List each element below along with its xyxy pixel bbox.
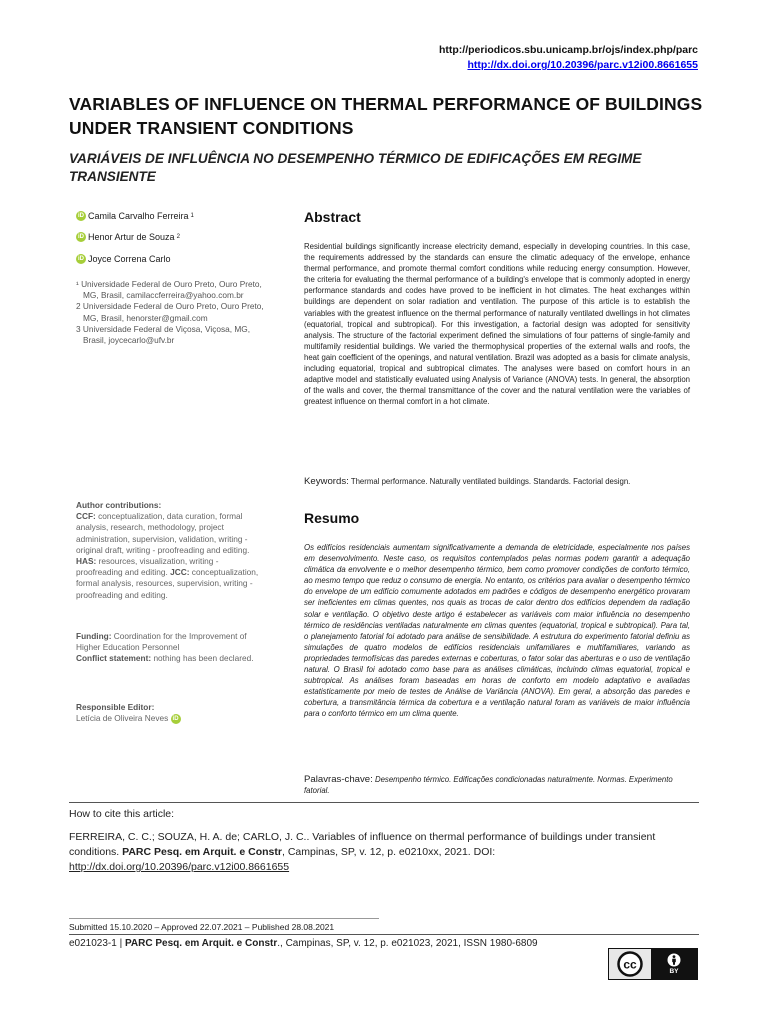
page-number: e021023-1 |	[69, 938, 125, 949]
orcid-icon[interactable]: iD	[78, 213, 84, 219]
ccf-text: conceptualization, data curation, formal analysis, research, methodology, project administration, supervision, validation, writing - original draft, writing - proofreading and editing.	[76, 511, 250, 555]
article-title: VARIABLES OF INFLUENCE ON THERMAL PERFORMANCE OF BUILDINGS UNDER TRANSIENT CONDITIONS	[69, 94, 703, 138]
citation	[69, 830, 699, 875]
by-attribution-section	[651, 949, 697, 979]
affiliation-3: 3 Universidade Federal de Viçosa, Viçosa, MG, Brasil, joycecarlo@ufv.br	[76, 323, 251, 346]
author-name: Henor Artur de Souza	[88, 232, 175, 242]
doi-link[interactable]: http://dx.doi.org/10.20396/parc.v12i00.8661655	[467, 59, 698, 71]
author-name: Joyce Correna Carlo	[88, 254, 171, 264]
responsible-editor	[76, 702, 266, 724]
resumo-text: Os edifícios residenciais aumentam significativamente a demanda de eletricidade, especialmente nos países em desenvolvimento. Neste caso, os requisitos contemplados pelas normas podem garantir a adequação climática da envolvente e o melhor desempenho térmico, bem como promover condições de conforto térmico, ao mesmo tempo que reduz o consumo de energia. No entanto, os critérios para avaliar o desempenho térmico do envelope de um edifício comumente adotados em padrões e códigos de desempenho energético provaram ser ineficientes em climas quentes, nos quais as trocas de calor dentro dos edifícios dependem da radiação solar e ventilação. O objetivo deste artigo é estabelecer as variáveis com maior influência no desempenho térmico de residências ventiladas naturalmente em climas quentes (equatorial, tropical e subtropical). Para tal, o planejamento fatorial foi adotado para análise de sensibilidade. A estrutura do experimento fatorial definiu as simulações de quatro modelos de edifícios residenciais unifamiliares e multifamiliares, variando as propriedades termofísicas das paredes externas e coberturas, o fator solar das aberturas e o uso de ventilação natural. O Brasil foi adotado como base para as análises climáticas, incluindo climas equatorial, tropical e subtropical. As análises foram baseadas em horas de conforto em modelo adaptativo e avaliadas estatisticamente por meio de testes de Análise de Variância (ANOVA). Em geral, a absorção das paredes e cobertura, a transmitância térmica da cobertura e a ventilação natural foram as variáveis de maior influência para o conforto térmico em um clima quente.	[304, 543, 690, 719]
submission-dates: Submitted 15.10.2020 – Approved 22.07.2021 – Published 28.08.2021	[69, 922, 335, 932]
editor-name: Letícia de Oliveira Neves	[76, 713, 169, 724]
has-text: resources, visualization, writing - proofreading and editing.	[76, 556, 219, 578]
attribution-person-icon	[666, 952, 682, 968]
palavras-chave-text: Desempenho térmico. Edificações condicionadas naturalmente. Normas. Experimento fatorial.	[304, 775, 673, 795]
jcc-text: conceptualization, formal analysis, resources, supervision, writing - proofreading and editing.	[76, 567, 259, 600]
orcid-icon[interactable]: iD	[78, 256, 84, 262]
page-footer	[69, 938, 538, 949]
author-sup: 2	[176, 234, 180, 240]
resumo-keywords	[304, 774, 690, 796]
cite-label: How to cite this article:	[69, 808, 175, 820]
funding-text: Coordination for the Improvement of Higher Education Personnel	[76, 631, 247, 653]
footer-details: ., Campinas, SP, v. 12, p. e021023, 2021, ISSN 1980-6809	[277, 938, 538, 949]
abstract-keywords	[304, 476, 690, 487]
funding-label: Funding:	[76, 631, 112, 641]
abstract-text: Residential buildings significantly increase electricity demand, especially in developing countries. In this case, the requirements addressed by the standards can ensure the climatic adequacy of the envelope, enhance thermal performance, and promote thermal comfort conditions while reducing energy consumption. However, the criteria for evaluating the thermal performance of a building's envelope that is commonly adopted in energy performance standards and codes have proved to be inefficient in hot climates. The heat exchanges within buildings are dependent on solar radiation and ventilation. The purpose of this article is to establish the variables with the greatest influence on the thermal performance of naturally ventilated dwellings in hot climates (equatorial, tropical and subtropical). For this investigation, a factorial design was adopted for sensitivity analysis. The structure of the factorial experiment defined the simulations of four patterns of single-family and multifamily residential buildings. We varied the thermophysical properties of the external walls and roofs, the heat gain coefficient of the openings, and natural ventilation. Brazil was adopted as a basis for climate analysis, including equatorial, tropical and subtropical climates. The analyses were based on comfort hours in an adaptive model and statistically evaluated using Analysis of Variance (ANOVA) tests. In general, the absorption of the walls and cover, the thermal transmittance of the cover and the natural ventilation were the variables of greatest influence on thermal comfort in a hot climate.	[304, 242, 690, 407]
resumo-heading: Resumo	[304, 510, 360, 526]
keywords-label: Keywords:	[304, 476, 349, 487]
citation-authors-title: FERREIRA, C. C.; SOUZA, H. A. de; CARLO, J. C.. Variables of influence on thermal performance of buildings under transient conditions.	[69, 831, 656, 858]
citation-doi-link[interactable]: http://dx.doi.org/10.20396/parc.v12i00.8661655	[69, 861, 290, 873]
dates-divider	[69, 918, 379, 919]
abstract-heading: Abstract	[304, 209, 361, 225]
orcid-icon[interactable]: iD	[78, 234, 84, 240]
author-1	[76, 211, 194, 221]
author-contributions	[76, 500, 266, 601]
journal-url[interactable]: http://periodicos.sbu.unicamp.br/ojs/index.php/parc	[438, 44, 698, 56]
author-2	[76, 232, 180, 242]
citation-details: , Campinas, SP, v. 12, p. e0210xx, 2021. DOI:	[281, 846, 496, 858]
cc-by-license-badge[interactable]	[608, 948, 698, 980]
keywords-text: Thermal performance. Naturally ventilated buildings. Standards. Factorial design.	[348, 477, 631, 486]
affiliation-2: 2 Universidade Federal de Ouro Preto, Ouro Preto, MG, Brasil, henorster@gmail.com	[76, 301, 264, 323]
contributions-heading: Author contributions:	[76, 500, 162, 510]
jcc-label: JCC:	[170, 567, 190, 578]
article-subtitle-pt: VARIÁVEIS DE INFLUÊNCIA NO DESEMPENHO TÉRMICO DE EDIFICAÇÕES EM REGIME TRANSIENTE	[69, 151, 642, 184]
author-3	[76, 254, 171, 264]
citation-journal: PARC Pesq. em Arquit. e Constr	[122, 846, 282, 858]
affiliations	[76, 279, 266, 346]
affiliation-1: ¹ Universidade Federal de Ouro Preto, Ouro Preto, MG, Brasil, camilaccferreira@yahoo.com.br	[76, 279, 262, 301]
conflict-label: Conflict statement:	[76, 653, 152, 664]
cc-logo-text: cc	[623, 957, 637, 972]
palavras-chave-label: Palavras-chave:	[304, 774, 373, 785]
footer-divider	[69, 934, 699, 935]
conflict-text: nothing has been declared.	[151, 653, 254, 664]
has-label: HAS:	[76, 556, 97, 567]
ccf-label: CCF:	[76, 511, 96, 522]
author-name: Camila Carvalho Ferreira	[88, 211, 189, 221]
author-sup: 1	[190, 213, 194, 219]
by-label: BY	[669, 968, 679, 975]
footer-journal: PARC Pesq. em Arquit. e Constr	[124, 938, 278, 949]
orcid-icon[interactable]: iD	[172, 716, 179, 723]
cc-logo-icon	[609, 949, 651, 979]
funding-block	[76, 631, 266, 665]
editor-label: Responsible Editor:	[76, 702, 155, 712]
divider	[69, 802, 699, 803]
